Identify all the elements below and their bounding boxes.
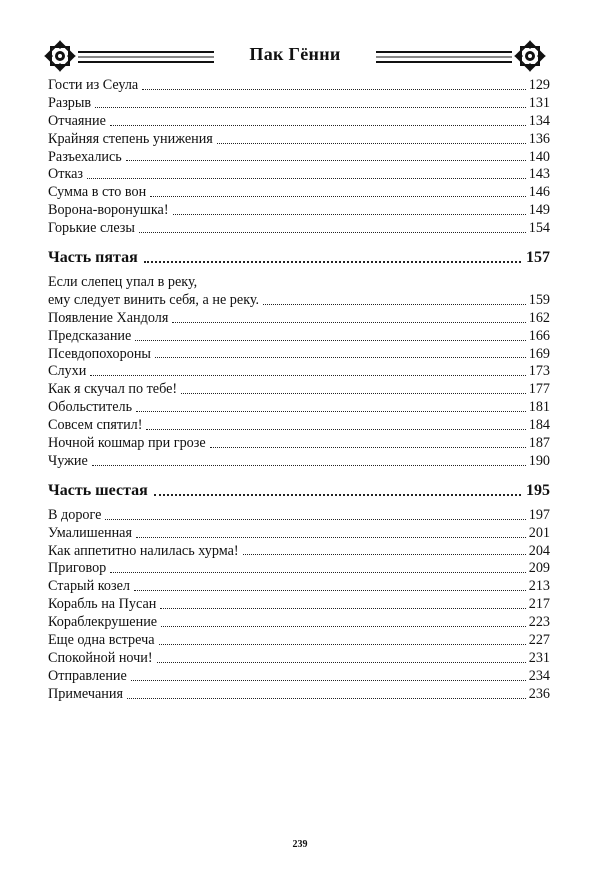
toc-entry[interactable]: Крайняя степень унижения 136 — [48, 130, 550, 147]
toc-entry[interactable]: Совсем спятил! 184 — [48, 417, 550, 434]
toc-entry[interactable]: Как я скучал по тебе! 177 — [48, 381, 550, 398]
running-header — [38, 38, 552, 78]
toc-entry[interactable]: Разъехались 140 — [48, 148, 550, 165]
toc-entry[interactable]: Еще одна встреча 227 — [48, 632, 550, 649]
toc-entry[interactable]: Старый козел 213 — [48, 578, 550, 595]
toc-entry[interactable]: Горькие слезы 154 — [48, 220, 550, 237]
toc-entry[interactable]: Чужие 190 — [48, 452, 550, 469]
toc-entry[interactable]: Как аппетитно налилась хурма! 204 — [48, 542, 550, 559]
toc-entry[interactable]: Примечания 236 — [48, 685, 550, 702]
toc-part-five[interactable]: Часть пятая 157 — [48, 249, 550, 267]
toc-entry[interactable]: В дороге 197 — [48, 506, 550, 523]
toc-entry[interactable]: Отчаяние 134 — [48, 112, 550, 129]
toc-entry[interactable]: Корабль на Пусан 217 — [48, 596, 550, 613]
toc-entry[interactable]: Разрыв 131 — [48, 94, 550, 111]
toc-entry[interactable]: Отказ 143 — [48, 166, 550, 183]
toc-entry[interactable]: Приговор 209 — [48, 560, 550, 577]
lotus-ornament-icon — [512, 38, 548, 74]
page-number: 239 — [292, 839, 308, 850]
toc-part-six[interactable]: Часть шестая 195 — [48, 481, 550, 499]
toc-entry[interactable]: Кораблекрушение 223 — [48, 614, 550, 631]
toc-entry[interactable]: Умалишенная 201 — [48, 524, 550, 541]
toc-entry[interactable]: Обольститель 181 — [48, 399, 550, 416]
toc-entry[interactable]: Псевдопохороны 169 — [48, 345, 550, 362]
running-header-author: Пак Гённи — [249, 44, 341, 64]
table-of-contents — [48, 77, 550, 704]
toc-entry[interactable]: Отправление 234 — [48, 667, 550, 684]
lotus-ornament-icon — [42, 38, 78, 74]
toc-entry[interactable]: Ворона-воронушка! 149 — [48, 202, 550, 219]
header-rule-right — [376, 49, 512, 65]
toc-entry[interactable]: Предсказание 166 — [48, 327, 550, 344]
toc-entry[interactable]: Сумма в сто вон 146 — [48, 184, 550, 201]
toc-entry[interactable]: Слухи 173 — [48, 363, 550, 380]
toc-entry[interactable]: Появление Хандоля 162 — [48, 309, 550, 326]
toc-entry[interactable]: Спокойной ночи! 231 — [48, 649, 550, 666]
toc-entry[interactable]: Ночной кошмар при грозе 187 — [48, 435, 550, 452]
toc-entry-first-line: Если слепец упал в реку, — [48, 274, 198, 291]
toc-entry[interactable]: Гости из Сеула 129 — [48, 76, 550, 93]
toc-entry[interactable]: ему следует винить себя, а не реку. 159 — [48, 291, 550, 308]
header-rule-left — [78, 49, 214, 65]
